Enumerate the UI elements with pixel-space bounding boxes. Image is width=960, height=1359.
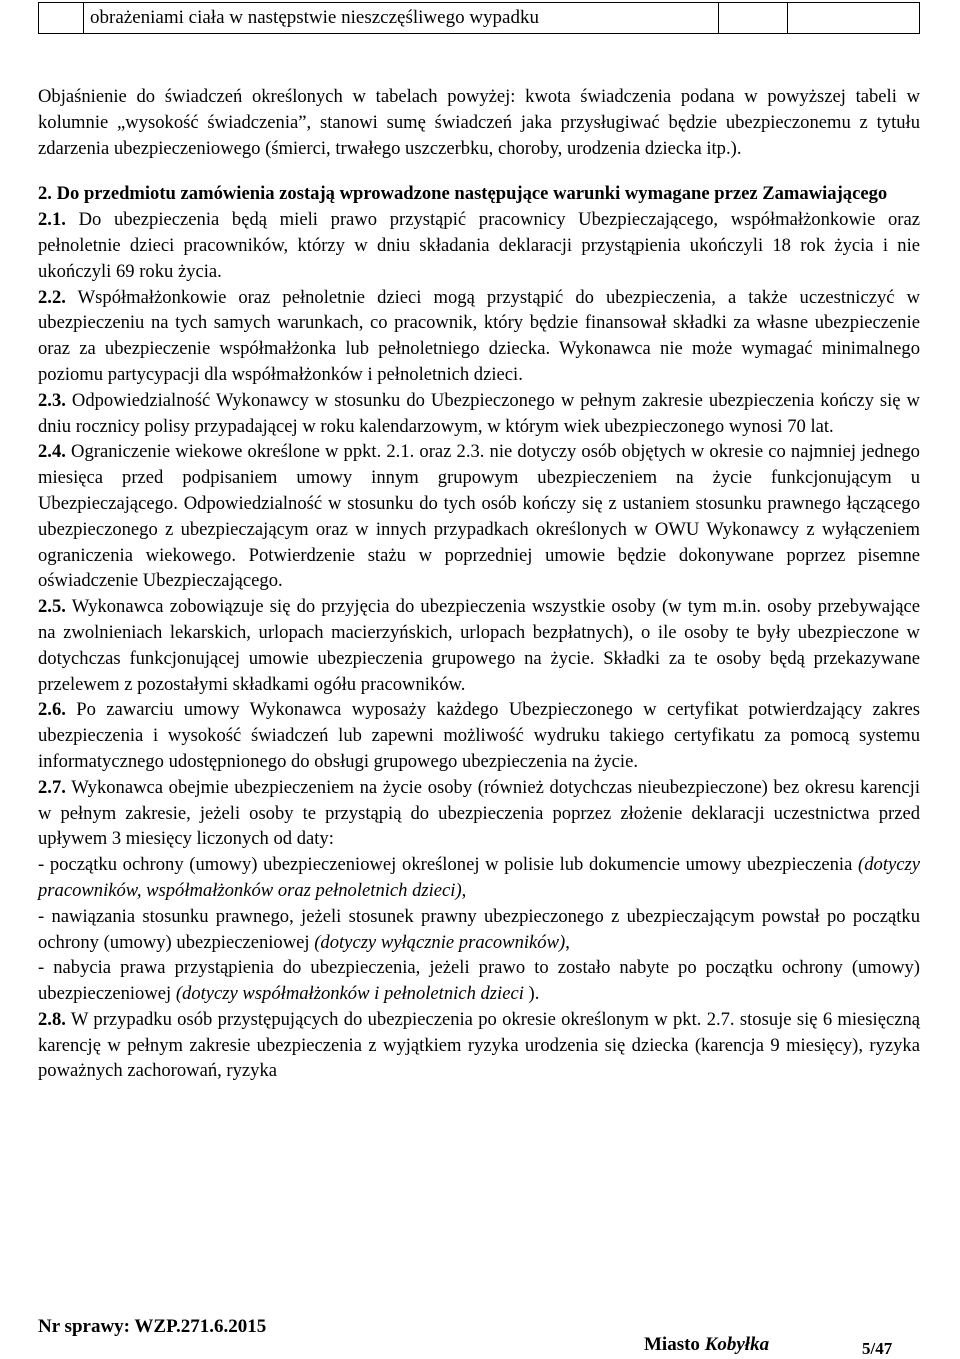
bullet-tail: ).: [523, 983, 540, 1005]
bullet-text: - początku ochrony (umowy) ubezpieczeniowej określonej w polisie lub dokumencie umowy ubezpieczenia: [38, 854, 859, 876]
list-item: [38, 775, 920, 852]
list-item: [38, 388, 920, 440]
item-text: Współmałżonkowie oraz pełnoletnie dzieci mogą przystąpić do ubezpieczenia, a także uczestniczyć w ubezpieczeniu na tych samych warunkach, co pracownik, który będzie finansował składki za własne ubezpieczenie oraz za ubezpieczenie współmałżonka lub pełnoletniego dziecka. Wykonawca nie może wymagać minimalnego poziomu partycypacji dla współmałżonków i pełnoletnich dzieci.: [38, 286, 920, 385]
page-number: 5/47: [862, 1339, 893, 1358]
item-number: 2.7.: [38, 776, 66, 798]
header-cell-empty: [788, 3, 920, 34]
bullet-tail: ,: [565, 931, 570, 953]
item-text: Po zawarciu umowy Wykonawca wyposaży każdego Ubezpieczonego w certyfikat potwierdzający zakres ubezpieczenia i wysokość świadczeń lub zapewni możliwość wydruku takiego certyfikatu za pomocą systemu informatycznego udostępnionego do obsługi grupowego ubezpieczenia na życie.: [38, 699, 920, 772]
list-item: [38, 285, 920, 388]
item-number: 2.1.: [38, 209, 66, 231]
item-number: 2.4.: [38, 441, 66, 463]
list-item: [38, 207, 920, 284]
bullet-note: (dotyczy pracowników, współmałżonków oraz pełnoletnich dzieci): [38, 854, 920, 901]
item-number: 2.3.: [38, 389, 66, 411]
bullet-note: (dotyczy wyłącznie pracowników): [314, 931, 566, 953]
list-item: [38, 697, 920, 774]
header-table: [38, 2, 920, 34]
item-number: 2.8.: [38, 1008, 66, 1030]
bullet-tail: ,: [461, 879, 467, 901]
list-item: [38, 1007, 920, 1084]
header-cell-empty: [719, 3, 788, 34]
item-text: Ograniczenie wiekowe określone w ppkt. 2.1. oraz 2.3. nie dotyczy osób objętych w okresie co najmniej jednego miesięca przed podpisaniem umowy innym grupowym ubezpieczeniem na życie funkcjonującym u Ubezpieczającego. Odpowiedzialność w stosunku do tych osób kończy się z ustaniem stosunku prawnego łączącego ubezpieczonego z ubezpieczającym oraz w innych przypadkach określonych w OWU Wykonawcy z wyłączeniem ograniczenia wiekowego. Potwierdzenie stażu w poprzedniej umowie będzie dokonywane poprzez pisemne oświadczenie Ubezpieczającego.: [38, 441, 920, 592]
item-number: 2.6.: [38, 699, 66, 721]
bullet-text: - nawiązania stosunku prawnego, jeżeli stosunek prawny ubezpieczonego z ubezpieczającym powstał po początku ochrony (umowy) ubezpieczeniowej: [38, 905, 920, 953]
item-text: Wykonawca obejmie ubezpieczeniem na życie osoby (również dotychczas nieubezpieczone) bez okresu karencji w pełnym zakresie, jeżeli osoby te przystąpią do ubezpieczenia poprzez złożenie deklaracji uczestnictwa przed upływem 3 miesięcy liczonych od daty:: [38, 776, 921, 850]
list-item: [38, 594, 920, 697]
item-text: W przypadku osób przystępujących do ubezpieczenia po okresie określonym w pkt. 2.7. stosuje się 6 miesięczną karencję w pełnym zakresie ubezpieczenia z wyjątkiem ryzyka urodzenia się dziecka (karencja 9 miesięcy), ryzyka poważnych zachorowań, ryzyka: [38, 1008, 921, 1082]
item-number: 2.2.: [38, 286, 66, 308]
header-cell-empty: [39, 3, 84, 34]
item-text: Do ubezpieczenia będą mieli prawo przystąpić pracownicy Ubezpieczającego, współmałżonkowie oraz pełnoletnie dzieci pracowników, którzy w dniu składania deklaracji przystąpienia ukończyli 18 rok życia i nie ukończyli 69 roku życia.: [38, 209, 920, 282]
list-item: [38, 439, 920, 594]
bullet-item: [38, 955, 920, 1007]
item-text: Odpowiedzialność Wykonawcy w stosunku do Ubezpieczonego w pełnym zakresie ubezpieczenia kończy się w dniu rocznicy polisy przypadającej w roku kalendarzowym, w którym wiek ubezpieczonego wynosi 70 lat.: [38, 389, 920, 437]
city-label: Miasto: [644, 1334, 700, 1355]
item-number: 2.5.: [38, 596, 66, 618]
bullet-note: (dotyczy współmałżonków i pełnoletnich dzieci: [175, 983, 524, 1005]
section-heading: 2. Do przedmiotu zamówienia zostają wprowadzone następujące warunki wymagane przez Zamawiającego: [38, 183, 888, 205]
footer-city: [644, 1334, 769, 1356]
case-number: Nr sprawy: WZP.271.6.2015: [38, 1316, 267, 1337]
intro-paragraph: Objaśnienie do świadczeń określonych w tabelach powyżej: kwota świadczenia podana w powyższej tabeli w kolumnie „wysokość świadczenia”, stanowi sumę świadczeń jaka przysługiwać będzie ubezpieczonemu z tytułu zdarzenia ubezpieczeniowego (śmierci, trwałego uszczerbku, choroby, urodzenia dziecka itp.).: [38, 86, 920, 159]
bullet-text: - nabycia prawa przystąpienia do ubezpieczenia, jeżeli prawo to zostało nabyte po początku ochrony (umowy) ubezpieczeniowej: [38, 957, 920, 1005]
item-text: Wykonawca zobowiązuje się do przyjęcia do ubezpieczenia wszystkie osoby (w tym m.in. osoby przebywające na zwolnieniach lekarskich, urlopach macierzyńskich, urlopach bezpłatnych), o ile osoby te były ubezpieczone w dotychczas funkcjonującej umowie ubezpieczenia grupowego na życie. Składki za te osoby będą przekazywane przelewem z pozostałymi składkami ogółu pracowników.: [38, 596, 921, 695]
bullet-item: [38, 904, 920, 956]
document-body: [38, 84, 920, 1084]
bullet-item: [38, 852, 920, 904]
city-name: Kobyłka: [704, 1334, 770, 1355]
header-cell-text: obrażeniami ciała w następstwie nieszczęśliwego wypadku: [84, 3, 719, 34]
